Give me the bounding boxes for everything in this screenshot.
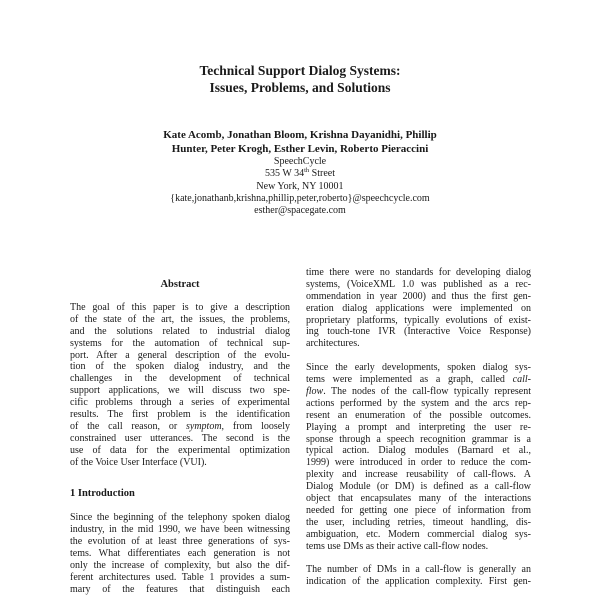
body-line: sponse through a speech recognition grammar is a: [306, 433, 531, 445]
title-line-1: Technical Support Dialog Systems:: [199, 63, 401, 78]
introduction-body: [70, 512, 290, 595]
paper-title: [100, 62, 500, 96]
affiliation-city: New York, NY 10001: [256, 180, 344, 192]
intro-line: mary of the features that distinguish each: [70, 583, 290, 595]
abstract-line: support applications, we will discuss two spe-: [70, 385, 290, 397]
street-number: 535 W 34: [265, 168, 305, 180]
abstract-heading: Abstract: [160, 279, 200, 290]
intro-line: industry, in the mid 1990, we have been witnessing: [70, 524, 290, 536]
intro-line: the evolution of at least three generations of sys-: [70, 536, 290, 548]
body-line: systems, (VoiceXML 1.0 was published as a rec-: [306, 278, 531, 290]
author-list: [120, 128, 480, 156]
body-line: [306, 374, 531, 386]
body-line: the user, including retries, timeout handling, dis-: [306, 516, 531, 528]
affiliation-block: [120, 156, 480, 217]
body-line: tems use DMs as their active call-flow nodes.: [306, 540, 489, 552]
left-column: [70, 279, 290, 596]
body-line: [306, 386, 531, 398]
body-line: needed for getting one piece of information from: [306, 504, 531, 516]
right-column: [306, 267, 531, 588]
abstract-line: port. After a general description of the evolu-: [70, 349, 290, 361]
body-line: Playing a prompt and interpreting the user re-: [306, 421, 531, 433]
body-line: proprietary platforms, typically evolutions of exist-: [306, 314, 531, 326]
abstract-italic-term: symptom,: [185, 420, 225, 432]
authors-line-2: Hunter, Peter Krogh, Esther Levin, Roberto Pieraccini: [171, 143, 429, 155]
title-line-2: Issues, Problems, and Solutions: [209, 80, 391, 95]
affiliation-email-2: esther@spacegate.com: [254, 205, 346, 217]
right-paragraph-2: [306, 362, 531, 552]
intro-line: ferent architectures used. Table 1 provides a sum-: [70, 571, 290, 583]
abstract-line: The goal of this paper is to give a description: [70, 302, 290, 313]
abstract-line: of the state of the art, the issues, the problems,: [70, 313, 290, 325]
body-line: Since the early developments, spoken dialog sys-: [306, 362, 531, 374]
abstract-line: tion of the spoken dialog industry, and the: [70, 361, 290, 373]
body-line: typical action. Dialog modules (Barnard et al.,: [306, 445, 531, 457]
abstract-line: challenges in the development of technical: [70, 373, 290, 385]
body-line: resent an enumeration of the possible outcomes.: [306, 409, 531, 421]
body-line: indication of the application complexity. First gen-: [306, 576, 531, 588]
body-line: ambiguation, etc. Modern commercial dialog sys-: [306, 528, 531, 540]
body-text: tems were implemented as a graph, called: [306, 374, 513, 386]
body-line: The number of DMs in a call-flow is generally an: [306, 564, 531, 576]
body-line: ommendation in year 2000) and thus the first gen-: [306, 290, 531, 302]
body-line: 1999) were introduced in order to reduce the com-: [306, 457, 531, 469]
abstract-line: results. The first problem is the identification: [70, 409, 290, 421]
abstract-text: from loosely: [224, 420, 290, 432]
intro-line: only the increase of complexity, but also the dif-: [70, 560, 290, 572]
abstract-text: of the call reason, or: [70, 420, 186, 432]
abstract-line: systems for the automation of technical sup-: [70, 337, 290, 349]
right-paragraph-3: [306, 564, 531, 588]
affiliation-street: [120, 168, 480, 180]
authors-line-1: Kate Acomb, Jonathan Bloom, Krishna Dayanidhi, Phillip: [163, 129, 437, 141]
body-line: object that encapsulates many of the interactions: [306, 493, 531, 505]
abstract-line: cific problems through a series of experimental: [70, 397, 290, 409]
body-line: architectures.: [306, 338, 360, 350]
body-line: actions performed by the system and the arcs rep-: [306, 397, 531, 409]
body-line: ing touch-tone IVR (Interactive Voice Response): [306, 326, 531, 338]
affiliation-email-1: {kate,jonathanb,krishna,phillip,peter,roberto}@speechcycle.com: [170, 192, 430, 204]
introduction-heading: 1 Introduction: [70, 488, 135, 500]
intro-line: tems. What differentiates each generation is not: [70, 548, 290, 560]
abstract-line: and the solutions related to industrial dialog: [70, 325, 290, 337]
italic-term: call-: [512, 374, 531, 386]
body-line: Dialog Module (or DM) is defined as a call-flow: [306, 481, 531, 493]
abstract-line: [70, 421, 290, 433]
abstract-line: constrained user utterances. The second is the: [70, 432, 290, 444]
body-line: time there were no standards for developing dialog: [306, 267, 531, 278]
body-line: eration dialog applications were implemented on: [306, 302, 531, 314]
body-text: . The nodes of the call-flow typically represent: [323, 386, 531, 398]
abstract-line: use of data for the experimental optimization: [70, 444, 290, 456]
abstract-body: [70, 302, 290, 468]
affiliation-company: SpeechCycle: [273, 156, 327, 167]
right-paragraph-1: [306, 267, 531, 350]
street-name: Street: [309, 168, 335, 180]
body-line: plexity and increase reusability of call-flows. A: [306, 469, 531, 481]
street-ordinal: th: [304, 167, 310, 175]
abstract-line: of the Voice User Interface (VUI).: [70, 456, 207, 468]
italic-term: flow: [306, 386, 324, 398]
intro-line: Since the beginning of the telephony spoken dialog: [70, 512, 290, 524]
